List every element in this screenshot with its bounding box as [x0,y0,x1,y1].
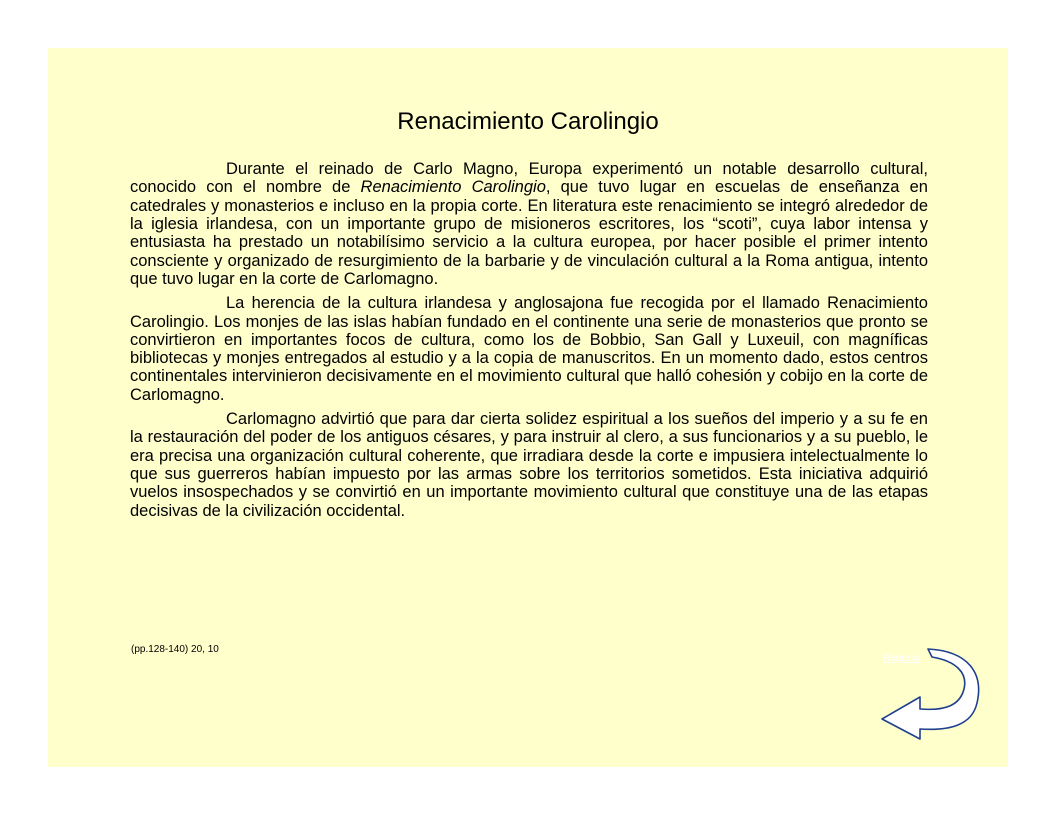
paragraph-1 [130,160,928,288]
back-link[interactable]: Regreso [883,653,921,664]
slide [48,48,1008,767]
paragraph-1-end: , que tuvo lugar en escuelas de enseñanza en catedrales y monasterios e incluso en la propia corte. En literatura este renacimiento se integró alrededor de la iglesia irlandesa, con un importante grupo de misioneros escritores, los “scoti”, cuya labor intensa y entusiasta ha prestado un notabilísimo servicio a la cultura europea, por hacer posible el primer intento consciente y organizado de resurgimiento de la barbarie y de vinculación cultural a la Roma antigua, intento que tuvo lugar en la corte de Carlomagno. [130,178,928,288]
paragraph-1-start: Durante el reinado de Carlo Magno, Europa experimentó un notable desarrollo cultural, conocido con el nombre de [130,160,928,197]
reference-note: (pp.128-140) 20, 10 [131,644,219,655]
paragraph-2: La herencia de la cultura irlandesa y anglosajona fue recogida por el llamado Renacimiento Carolingio. Los monjes de las islas habían fundado en el continente una serie de monasterios que pronto se convirtieron en importantes focos de cultura, como los de Bobbio, San Gall y Luxeuil, con magníficas bibliotecas y monjes entregados al estudio y a la copia de manuscritos. En un momento dado, estos centros continentales intervinieron decisivamente en el movimiento cultural que halló cohesión y cobijo en la corte de Carlomagno. [130,294,928,404]
slide-title: Renacimiento Carolingio [397,108,659,135]
body-text [130,160,928,526]
paragraph-3: Carlomagno advirtió que para dar cierta solidez espiritual a los sueños del imperio y a su fe en la restauración del poder de los antiguos césares, y para instruir al clero, a sus funcionarios y a su pueblo, le era precisa una organización cultural coherente, que irradiara desde la corte e impusiera intelectualmente lo que sus guerreros habían impuesto por las armas sobre los territorios sometidos. Esta iniciativa adquirió vuelos insospechados y se convirtió en un importante movimiento cultural que constituye una de las etapas decisivas de la civilización occidental. [130,410,928,520]
paragraph-1-emphasis: Renacimiento Carolingio [360,178,546,197]
